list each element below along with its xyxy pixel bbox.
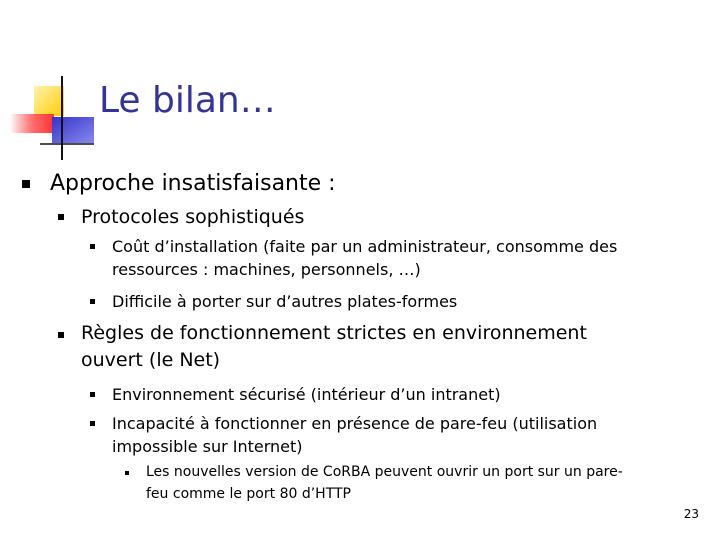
page-number: 23 [683,507,699,521]
bullet-square-icon [58,332,64,338]
slide-decoration-logo [0,0,110,170]
bullet-square-icon [90,421,95,426]
item-cout-line2: ressources : machines, personnels, …) [112,260,421,279]
logo-blue-rect [52,117,94,143]
item-protocoles: Protocoles sophistiqués [81,206,305,228]
item-regles-line1: Règles de fonctionnement strictes en environnement [81,322,587,344]
item-nouvelles-line2: feu comme le port 80 d’HTTP [146,486,351,502]
bullet-square-icon [58,214,64,220]
logo-red-bar [10,114,54,133]
item-incapacite-line1: Incapacité à fonctionner en présence de pare-feu (utilisation [112,414,598,433]
bullet-square-icon [90,244,95,249]
item-cout-line1: Coût d’installation (faite par un administrateur, consomme des [112,237,618,256]
bullet-square-icon [90,392,95,397]
item-nouvelles-line1: Les nouvelles version de CoRBA peuvent ouvrir un port sur un pare- [146,464,623,480]
slide-title: Le bilan… [99,80,276,121]
bullet-square-icon [125,471,129,475]
logo-yellow-square [34,86,64,116]
bullet-square-icon [22,180,30,188]
item-environnement: Environnement sécurisé (intérieur d’un intranet) [112,385,501,404]
item-difficile: Difficile à porter sur d’autres plates-formes [112,292,458,311]
item-incapacite-line2: impossible sur Internet) [112,437,303,456]
item-regles-line2: ouvert (le Net) [81,349,221,371]
bullet-square-icon [90,299,95,304]
item-approche: Approche insatisfaisante : [50,171,336,196]
